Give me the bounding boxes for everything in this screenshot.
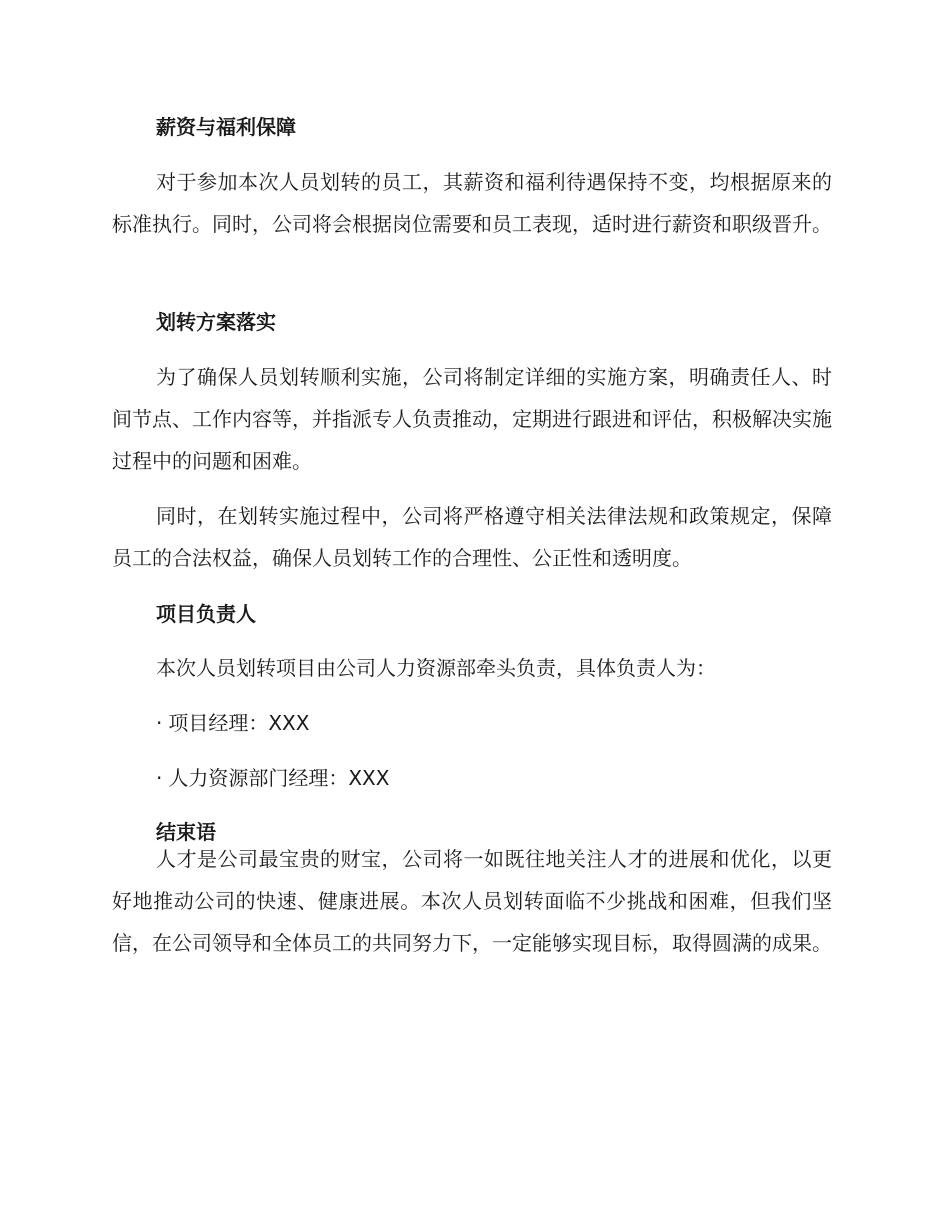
paragraph-implementation-1: 为了确保人员划转顺利实施，公司将制定详细的实施方案，明确责任人、时间节点、工作内容等，并指派专人负责推动，定期进行跟进和评估，积极解决实施过程中的问题和困难。: [112, 365, 832, 473]
list-item: [156, 709, 309, 737]
paragraph-project-lead: 本次人员划转项目由公司人力资源部牵头负责，具体负责人为：: [156, 656, 716, 680]
section-heading-project-lead: 项目负责人: [156, 602, 256, 626]
paragraph-conclusion: 人才是公司最宝贵的财宝，公司将一如既往地关注人才的进展和优化，以更好地推动公司的快速、健康进展。本次人员划转面临不少挑战和困难，但我们坚信，在公司领导和全体员工的共同努力下，一定能够实现目标，取得圆满的成果。: [112, 847, 832, 955]
section-heading-salary: 薪资与福利保障: [156, 115, 296, 139]
paragraph-salary: 对于参加本次人员划转的员工，其薪资和福利待遇保持不变，均根据原来的标准执行。同时，公司将会根据岗位需要和员工表现，适时进行薪资和职级晋升。: [112, 170, 832, 236]
section-heading-implementation: 划转方案落实: [156, 310, 276, 334]
section-heading-conclusion: 结束语: [156, 820, 216, 844]
paragraph-implementation-2: 同时，在划转实施过程中，公司将严格遵守相关法律法规和政策规定，保障员工的合法权益，确保人员划转工作的合理性、公正性和透明度。: [112, 504, 832, 570]
bullet-glyph: ·: [156, 711, 163, 735]
bullet-text-hr-manager: 人力资源部门经理：XXX: [168, 766, 390, 790]
list-item: [156, 764, 389, 792]
bullet-glyph: ·: [156, 766, 163, 790]
bullet-text-project-manager: 项目经理：XXX: [168, 711, 310, 735]
